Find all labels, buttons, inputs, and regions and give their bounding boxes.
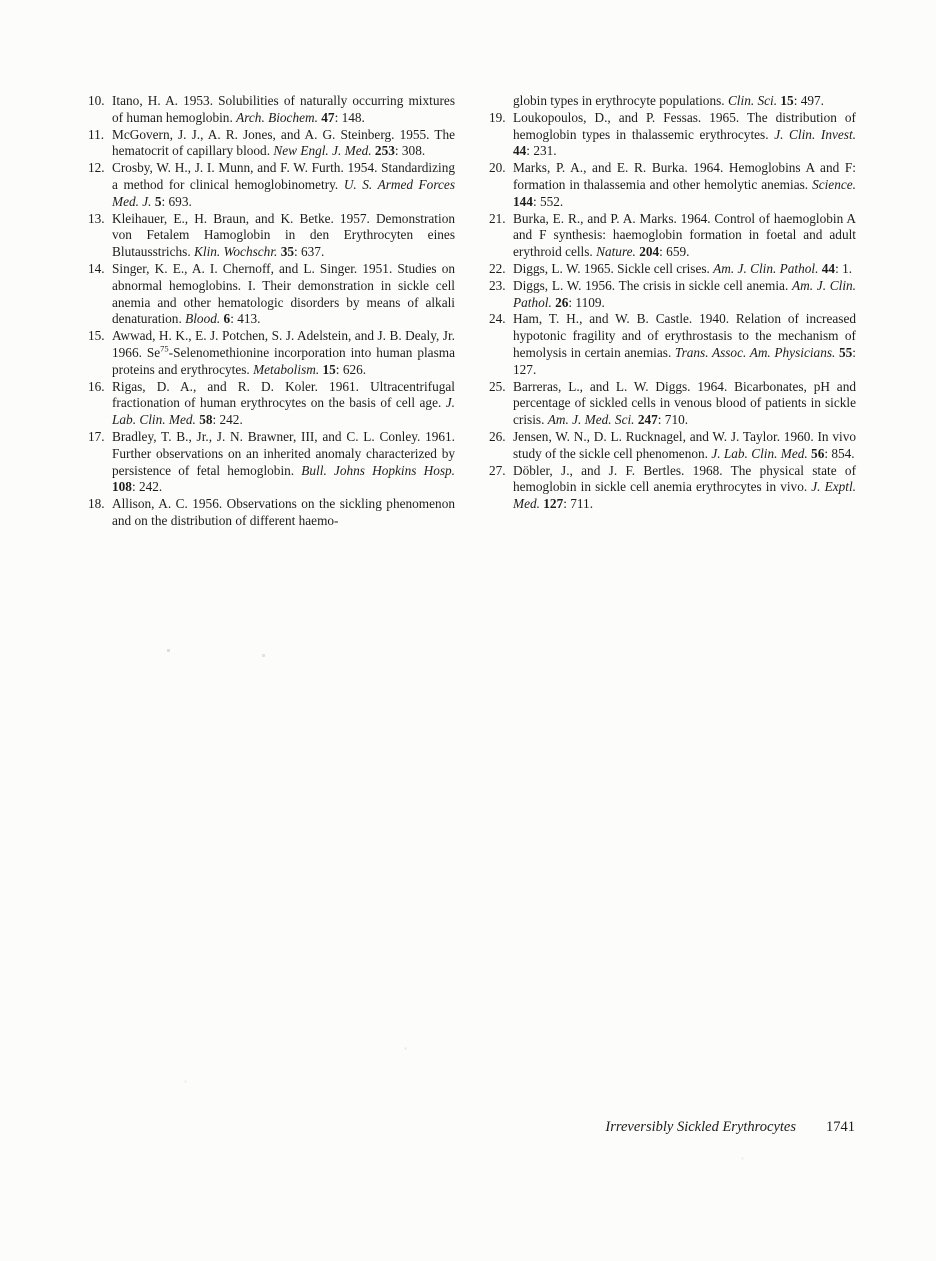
reference-number: 27. <box>489 462 506 478</box>
reference-item <box>489 160 856 210</box>
reference-number: 24. <box>489 311 506 327</box>
reference-item <box>489 379 856 429</box>
reference-text: Allison, A. C. 1956. Observations on the sickling phenomenon and on the distribution of different haemo- <box>112 496 455 528</box>
reference-text: Bradley, T. B., Jr., J. N. Brawner, III, and C. L. Conley. 1961. Further observations on an inherited anomaly characterized by persistence of fetal hemoglobin. Bull. Johns Hopkins Hosp. 108: 242. <box>112 428 455 495</box>
reference-item <box>489 278 856 312</box>
reference-item <box>88 261 455 328</box>
reference-number: 25. <box>489 378 506 394</box>
reference-number: 17. <box>88 428 105 444</box>
reference-text: Singer, K. E., A. I. Chernoff, and L. Singer. 1951. Studies on abnormal hemoglobins. I. Their demonstration in sickle cell anemia and other hematologic disorders by means of alkali denaturation. Blood. 6: 413. <box>112 260 455 327</box>
reference-text: Crosby, W. H., J. I. Munn, and F. W. Furth. 1954. Standardizing a method for clinical hemoglobinometry. U. S. Armed Forces Med. J. 5: 693. <box>112 160 455 209</box>
reference-number: 16. <box>88 378 105 394</box>
reference-item <box>88 211 455 261</box>
reference-text: Ham, T. H., and W. B. Castle. 1940. Relation of increased hypotonic fragility and of erythrostasis to the mechanism of hemolysis in certain anemias. Trans. Assoc. Am. Physicians. 55: 127. <box>513 311 856 377</box>
page-number: 1741 <box>826 1119 855 1135</box>
reference-item <box>489 110 856 160</box>
running-title: Irreversibly Sickled Erythrocytes <box>605 1119 796 1135</box>
reference-item <box>88 379 455 429</box>
reference-text: Jensen, W. N., D. L. Rucknagel, and W. J. Taylor. 1960. In vivo study of the sickle cell phenomenon. J. Lab. Clin. Med. 56: 854. <box>513 428 856 461</box>
reference-text: Döbler, J., and J. F. Bertles. 1968. The physical state of hemoglobin in sickle cell anemia erythrocytes in vivo. J. Exptl. Med. 127: 711. <box>513 462 856 512</box>
reference-number: 15. <box>88 328 105 344</box>
references-column-right <box>489 93 856 530</box>
reference-text: Barreras, L., and L. W. Diggs. 1964. Bicarbonates, pH and percentage of sickled cells in venous blood of patients in sickle crisis. Am. J. Med. Sci. 247: 710. <box>513 378 856 428</box>
reference-number: 18. <box>88 496 105 512</box>
reference-number: 14. <box>88 260 105 276</box>
reference-item <box>489 463 856 513</box>
reference-number: 19. <box>489 109 506 125</box>
reference-item <box>489 311 856 378</box>
page-footer <box>605 1118 855 1136</box>
reference-text: Loukopoulos, D., and P. Fessas. 1965. The distribution of hemoglobin types in thalassemic erythrocytes. J. Clin. Invest. 44: 231. <box>513 109 856 159</box>
reference-item <box>88 160 455 210</box>
scan-noise <box>0 0 1 1</box>
reference-text: globin types in erythrocyte populations. Clin. Sci. 15: 497. <box>513 93 824 108</box>
reference-number: 22. <box>489 260 506 276</box>
reference-text: Diggs, L. W. 1965. Sickle cell crises. Am. J. Clin. Pathol. 44: 1. <box>513 260 853 276</box>
reference-text: Itano, H. A. 1953. Solubilities of naturally occurring mixtures of human hemoglobin. Arch. Biochem. 47: 148. <box>112 93 455 125</box>
reference-text: Awwad, H. K., E. J. Potchen, S. J. Adelstein, and J. B. Dealy, Jr. 1966. Se$^{75}$-Selenomethionine incorporation into human plasma proteins and erythrocytes. Metabolism. 15: 626. <box>112 328 455 377</box>
reference-item <box>489 429 856 463</box>
reference-number: 23. <box>489 277 506 293</box>
reference-number: 12. <box>88 160 105 176</box>
reference-number: 20. <box>489 160 506 176</box>
reference-text: Burka, E. R., and P. A. Marks. 1964. Control of haemoglobin A and F synthesis: haemoglobin formation in foetal and adult erythroid cells. Nature. 204: 659. <box>513 210 856 260</box>
reference-number: 21. <box>489 210 506 226</box>
reference-number: 10. <box>88 93 105 108</box>
reference-item <box>88 328 455 378</box>
reference-continuation <box>489 93 856 110</box>
reference-item <box>88 127 455 161</box>
reference-text: Kleihauer, E., H. Braun, and K. Betke. 1957. Demonstration von Fetalem Hamoglobin in den Erythrocyten eines Blutausstrichs. Klin. Wochschr. 35: 637. <box>112 210 455 260</box>
reference-text: Rigas, D. A., and R. D. Koler. 1961. Ultracentrifugal fractionation of human erythrocytes on the basis of cell age. J. Lab. Clin. Med. 58: 242. <box>112 378 455 428</box>
reference-text: McGovern, J. J., A. R. Jones, and A. G. Steinberg. 1955. The hematocrit of capillary blood. New Engl. J. Med. 253: 308. <box>112 126 455 159</box>
references-section <box>88 93 856 530</box>
reference-item <box>88 429 455 496</box>
reference-item <box>88 93 455 127</box>
reference-number: 13. <box>88 210 105 226</box>
reference-text: Marks, P. A., and E. R. Burka. 1964. Hemoglobins A and F: formation in thalassemia and other hemolytic anemias. Science. 144: 552. <box>513 160 856 209</box>
reference-number: 26. <box>489 428 506 444</box>
references-column-left <box>88 93 455 530</box>
reference-number: 11. <box>88 126 105 142</box>
reference-item <box>88 496 455 530</box>
reference-text: Diggs, L. W. 1956. The crisis in sickle cell anemia. Am. J. Clin. Pathol. 26: 1109. <box>513 277 856 310</box>
reference-item <box>489 211 856 261</box>
reference-item <box>489 261 856 278</box>
